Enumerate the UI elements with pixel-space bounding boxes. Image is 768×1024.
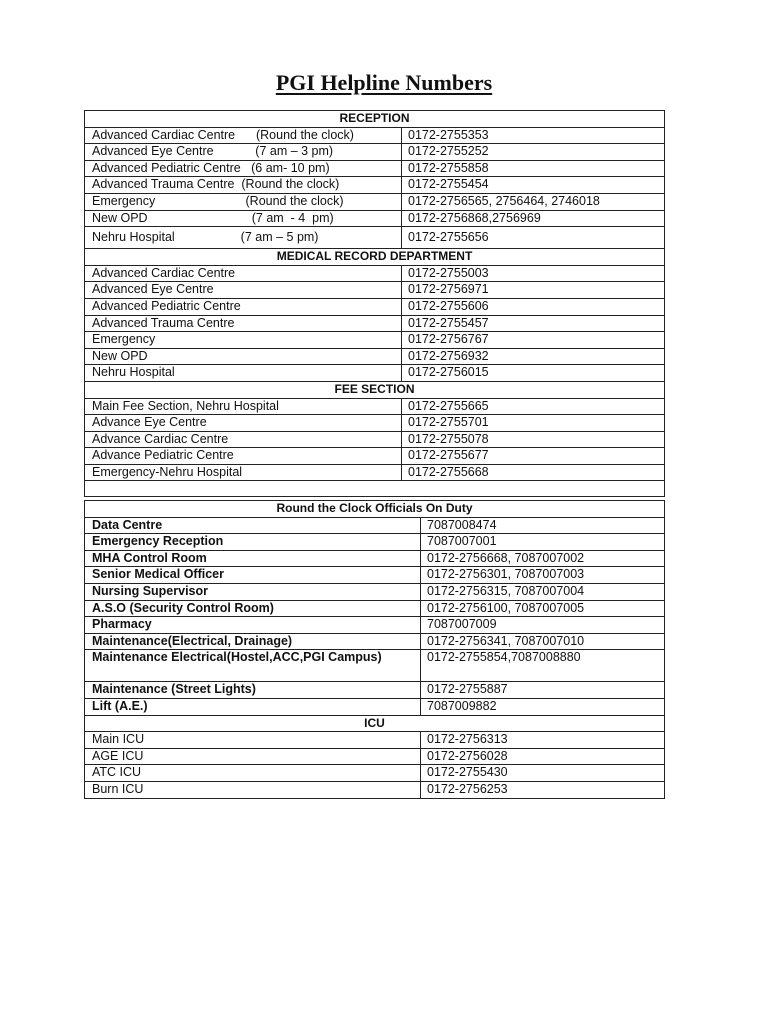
mrd-number: 0172-2756015 xyxy=(402,365,665,382)
icu-number: 0172-2756253 xyxy=(421,781,665,798)
official-number: 0172-2756668, 7087007002 xyxy=(421,550,665,567)
reception-name: Advanced Cardiac Centre (Round the clock) xyxy=(85,127,402,144)
officials-table xyxy=(84,500,665,799)
official-number: 7087007009 xyxy=(421,617,665,634)
official-name: Pharmacy xyxy=(85,617,421,634)
fee-section xyxy=(85,381,665,497)
icu-name: AGE ICU xyxy=(85,748,421,765)
mrd-section xyxy=(85,249,665,382)
mrd-name: Advanced Eye Centre xyxy=(85,282,402,299)
fee-number: 0172-2755668 xyxy=(402,464,665,481)
official-name: Maintenance(Electrical, Drainage) xyxy=(85,633,421,650)
official-number: 0172-2756100, 7087007005 xyxy=(421,600,665,617)
reception-number: 0172-2756565, 2756464, 2746018 xyxy=(402,193,665,210)
icu-name: Burn ICU xyxy=(85,781,421,798)
reception-name: Advanced Pediatric Centre (6 am- 10 pm) xyxy=(85,160,402,177)
reception-number: 0172-2755656 xyxy=(402,227,665,249)
icu-number: 0172-2756313 xyxy=(421,732,665,749)
mrd-name: Advanced Trauma Centre xyxy=(85,315,402,332)
official-name: Maintenance Electrical(Hostel,ACC,PGI Campus) xyxy=(85,650,421,682)
mrd-number: 0172-2756932 xyxy=(402,348,665,365)
spacer-row xyxy=(85,481,665,497)
official-name: Emergency Reception xyxy=(85,534,421,551)
official-name: Maintenance (Street Lights) xyxy=(85,682,421,699)
icu-section xyxy=(85,715,665,798)
section-heading-fee: FEE SECTION xyxy=(85,381,665,398)
reception-name: Advanced Eye Centre (7 am – 3 pm) xyxy=(85,144,402,161)
official-name: A.S.O (Security Control Room) xyxy=(85,600,421,617)
official-name: MHA Control Room xyxy=(85,550,421,567)
icu-name: Main ICU xyxy=(85,732,421,749)
reception-section xyxy=(85,111,665,249)
mrd-number: 0172-2756767 xyxy=(402,332,665,349)
official-number: 0172-2755887 xyxy=(421,682,665,699)
mrd-name: Nehru Hospital xyxy=(85,365,402,382)
mrd-number: 0172-2755457 xyxy=(402,315,665,332)
officials-section xyxy=(85,501,665,716)
reception-number: 0172-2756868,2756969 xyxy=(402,210,665,227)
reception-number: 0172-2755252 xyxy=(402,144,665,161)
section-heading-mrd: MEDICAL RECORD DEPARTMENT xyxy=(85,249,665,266)
reception-name: Emergency (Round the clock) xyxy=(85,193,402,210)
official-number: 7087009882 xyxy=(421,698,665,715)
reception-number: 0172-2755454 xyxy=(402,177,665,194)
official-name: Data Centre xyxy=(85,517,421,534)
icu-number: 0172-2755430 xyxy=(421,765,665,782)
mrd-number: 0172-2756971 xyxy=(402,282,665,299)
official-number: 7087008474 xyxy=(421,517,665,534)
title-text: PGI Helpline Numbers xyxy=(275,70,493,95)
official-number: 7087007001 xyxy=(421,534,665,551)
reception-name: Advanced Trauma Centre (Round the clock) xyxy=(85,177,402,194)
reception-name: New OPD (7 am - 4 pm) xyxy=(85,210,402,227)
section-heading-icu: ICU xyxy=(85,715,665,732)
fee-name: Advance Eye Centre xyxy=(85,415,402,432)
helpline-table xyxy=(84,110,665,497)
fee-number: 0172-2755701 xyxy=(402,415,665,432)
official-name: Lift (A.E.) xyxy=(85,698,421,715)
reception-number: 0172-2755858 xyxy=(402,160,665,177)
mrd-name: Emergency xyxy=(85,332,402,349)
official-number: 0172-2756341, 7087007010 xyxy=(421,633,665,650)
reception-name: Nehru Hospital (7 am – 5 pm) xyxy=(85,227,402,249)
official-number: 0172-2756301, 7087007003 xyxy=(421,567,665,584)
section-heading-officials: Round the Clock Officials On Duty xyxy=(85,501,665,518)
fee-name: Advance Pediatric Centre xyxy=(85,448,402,465)
mrd-name: Advanced Pediatric Centre xyxy=(85,298,402,315)
mrd-number: 0172-2755606 xyxy=(402,298,665,315)
mrd-number: 0172-2755003 xyxy=(402,265,665,282)
icu-name: ATC ICU xyxy=(85,765,421,782)
fee-number: 0172-2755078 xyxy=(402,431,665,448)
mrd-name: Advanced Cardiac Centre xyxy=(85,265,402,282)
fee-name: Emergency-Nehru Hospital xyxy=(85,464,402,481)
mrd-name: New OPD xyxy=(85,348,402,365)
icu-number: 0172-2756028 xyxy=(421,748,665,765)
fee-number: 0172-2755665 xyxy=(402,398,665,415)
official-number: 0172-2755854,7087008880 xyxy=(421,650,665,682)
page-title xyxy=(0,70,768,96)
fee-name: Advance Cardiac Centre xyxy=(85,431,402,448)
section-heading-reception: RECEPTION xyxy=(85,111,665,128)
official-name: Nursing Supervisor xyxy=(85,583,421,600)
official-name: Senior Medical Officer xyxy=(85,567,421,584)
fee-number: 0172-2755677 xyxy=(402,448,665,465)
reception-number: 0172-2755353 xyxy=(402,127,665,144)
official-number: 0172-2756315, 7087007004 xyxy=(421,583,665,600)
fee-name: Main Fee Section, Nehru Hospital xyxy=(85,398,402,415)
